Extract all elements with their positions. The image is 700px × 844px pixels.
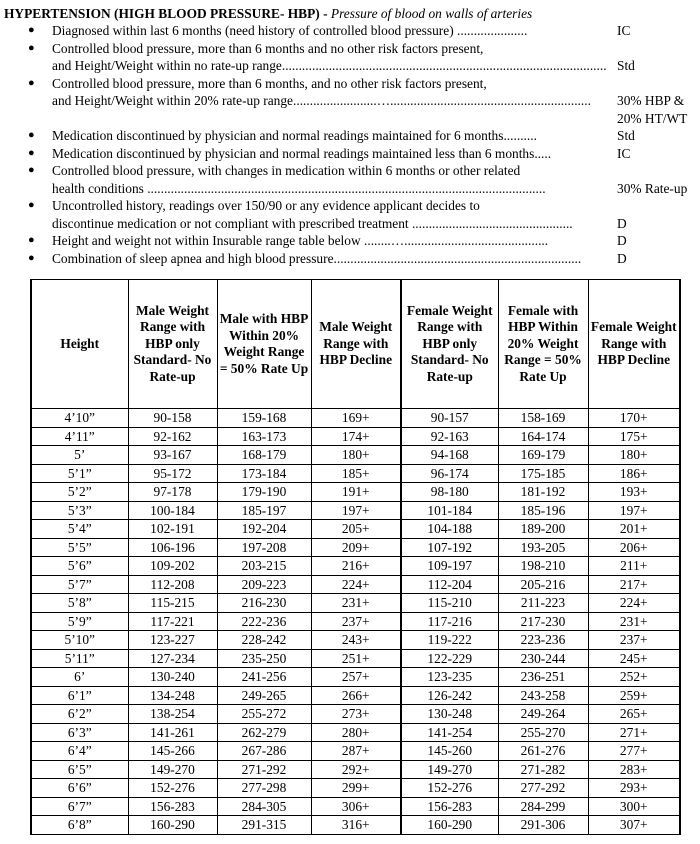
table-row [31, 409, 680, 428]
table-row [31, 538, 680, 557]
weight-range-cell: 216-230 [217, 594, 311, 613]
weight-range-cell: 284-299 [498, 797, 588, 816]
weight-range-cell: 222-236 [217, 612, 311, 631]
table-row [31, 816, 680, 835]
weight-range-cell: 291-306 [498, 816, 588, 835]
weight-range-cell: 209+ [311, 538, 401, 557]
table-row [31, 483, 680, 502]
weight-range-cell: 223-236 [498, 631, 588, 650]
column-header: Female Weight Range with HBP only Standard- No Rate-up [401, 280, 498, 409]
weight-range-cell: 280+ [311, 723, 401, 742]
height-cell: 5’7” [31, 575, 128, 594]
weight-range-cell: 197+ [311, 501, 401, 520]
weight-range-cell: 299+ [311, 779, 401, 798]
weight-range-cell: 164-174 [498, 427, 588, 446]
bullet-icon: ● [28, 251, 35, 264]
heading-title: HYPERTENSION (HIGH BLOOD PRESSURE- HBP) - [4, 6, 328, 21]
table-row [31, 631, 680, 650]
weight-range-cell: 217-230 [498, 612, 588, 631]
height-cell: 5’5” [31, 538, 128, 557]
weight-range-cell: 185+ [311, 464, 401, 483]
weight-range-cell: 96-174 [401, 464, 498, 483]
weight-range-cell: 106-196 [128, 538, 217, 557]
height-cell: 5’6” [31, 557, 128, 576]
weight-range-cell: 237+ [588, 631, 680, 650]
weight-range-cell: 180+ [588, 446, 680, 465]
rating-code: Std [617, 58, 635, 73]
criteria-text: health conditions ....................................................................................................................... [52, 180, 546, 196]
weight-range-cell: 237+ [311, 612, 401, 631]
weight-range-cell: 130-248 [401, 705, 498, 724]
weight-range-cell: 243+ [311, 631, 401, 650]
weight-range-cell: 123-227 [128, 631, 217, 650]
weight-range-cell: 156-283 [128, 797, 217, 816]
criteria-item [0, 145, 700, 163]
weight-range-cell: 160-290 [128, 816, 217, 835]
height-cell: 6’6” [31, 779, 128, 798]
weight-range-cell: 122-229 [401, 649, 498, 668]
weight-range-cell: 90-157 [401, 409, 498, 428]
weight-range-cell: 211-223 [498, 594, 588, 613]
weight-range-cell: 266+ [311, 686, 401, 705]
weight-range-cell: 109-202 [128, 557, 217, 576]
height-cell: 5’2” [31, 483, 128, 502]
rating-code: D [617, 250, 627, 266]
weight-range-cell: 130-240 [128, 668, 217, 687]
table-row [31, 520, 680, 539]
weight-range-cell: 152-276 [128, 779, 217, 798]
weight-range-cell: 273+ [311, 705, 401, 724]
height-cell: 6’8” [31, 816, 128, 835]
weight-range-cell: 201+ [588, 520, 680, 539]
weight-range-cell: 126-242 [401, 686, 498, 705]
table-header-row [31, 280, 680, 409]
criteria-text: and Height/Weight within no rate-up range................................................................................................. [52, 58, 607, 73]
weight-range-cell: 271-292 [217, 760, 311, 779]
weight-range-cell: 94-168 [401, 446, 498, 465]
rating-code: 30% HBP & 20% HT/WT [617, 93, 688, 126]
weight-range-cell: 206+ [588, 538, 680, 557]
table-row [31, 612, 680, 631]
weight-range-cell: 236-251 [498, 668, 588, 687]
criteria-item [0, 232, 700, 250]
weight-range-cell: 209-223 [217, 575, 311, 594]
weight-range-cell: 119-222 [401, 631, 498, 650]
criteria-item [0, 250, 700, 268]
weight-range-cell: 141-261 [128, 723, 217, 742]
weight-range-cell: 193+ [588, 483, 680, 502]
table-row [31, 668, 680, 687]
table-row [31, 446, 680, 465]
weight-range-cell: 115-210 [401, 594, 498, 613]
table-row [31, 649, 680, 668]
weight-range-cell: 235-250 [217, 649, 311, 668]
criteria-item [0, 127, 700, 145]
weight-range-cell: 189-200 [498, 520, 588, 539]
column-header: Male with HBP Within 20% Weight Range = 50% Rate Up [217, 280, 311, 409]
weight-range-cell: 193-205 [498, 538, 588, 557]
weight-range-cell: 277-292 [498, 779, 588, 798]
table-row [31, 427, 680, 446]
weight-range-cell: 249-265 [217, 686, 311, 705]
weight-range-cell: 203-215 [217, 557, 311, 576]
weight-range-cell: 228-242 [217, 631, 311, 650]
weight-range-cell: 316+ [311, 816, 401, 835]
weight-range-cell: 170+ [588, 409, 680, 428]
rating-code: 30% Rate-up [617, 180, 688, 196]
weight-range-cell: 141-254 [401, 723, 498, 742]
weight-range-cell: 243-258 [498, 686, 588, 705]
weight-range-cell: 231+ [311, 594, 401, 613]
bullet-icon: ● [28, 24, 35, 36]
weight-range-cell: 168-179 [217, 446, 311, 465]
criteria-text: Uncontrolled history, readings over 150/90 or any evidence applicant decides to [52, 198, 480, 213]
weight-range-cell: 241-256 [217, 668, 311, 687]
weight-range-cell: 251+ [311, 649, 401, 668]
criteria-text: Diagnosed within last 6 months (need history of controlled blood pressure) ..................... [52, 23, 528, 38]
weight-range-cell: 175-185 [498, 464, 588, 483]
weight-range-cell: 92-163 [401, 427, 498, 446]
weight-range-cell: 217+ [588, 575, 680, 594]
table-row [31, 501, 680, 520]
weight-range-cell: 306+ [311, 797, 401, 816]
weight-range-cell: 159-168 [217, 409, 311, 428]
weight-range-cell: 95-172 [128, 464, 217, 483]
weight-range-cell: 191+ [311, 483, 401, 502]
height-cell: 4’10” [31, 409, 128, 428]
table-body [31, 409, 680, 835]
weight-range-cell: 271+ [588, 723, 680, 742]
height-cell: 6’2” [31, 705, 128, 724]
bullet-icon: ● [28, 76, 35, 89]
bullet-icon: ● [28, 129, 35, 141]
bullet-icon: ● [28, 164, 35, 176]
weight-range-cell: 231+ [588, 612, 680, 631]
rating-code: D [617, 215, 627, 231]
weight-range-cell: 180+ [311, 446, 401, 465]
weight-range-cell: 145-260 [401, 742, 498, 761]
weight-range-cell: 138-254 [128, 705, 217, 724]
weight-range-cell: 283+ [588, 760, 680, 779]
weight-range-cell: 127-234 [128, 649, 217, 668]
weight-range-cell: 271-282 [498, 760, 588, 779]
weight-range-cell: 97-178 [128, 483, 217, 502]
criteria-text: Medication discontinued by physician and normal readings maintained less than 6 months..... [52, 145, 552, 161]
table-row [31, 464, 680, 483]
weight-range-cell: 107-192 [401, 538, 498, 557]
weight-range-cell: 277-298 [217, 779, 311, 798]
weight-range-cell: 102-191 [128, 520, 217, 539]
criteria-item [0, 22, 700, 40]
height-cell: 5’1” [31, 464, 128, 483]
weight-range-cell: 181-192 [498, 483, 588, 502]
height-cell: 5’8” [31, 594, 128, 613]
criteria-item [0, 40, 700, 75]
weight-range-cell: 255-272 [217, 705, 311, 724]
weight-range-cell: 192-204 [217, 520, 311, 539]
weight-range-cell: 255-270 [498, 723, 588, 742]
criteria-text: and Height/Weight within 20% rate-up range.........................…............................................................ [52, 93, 591, 108]
criteria-item [0, 197, 700, 232]
criteria-text: Controlled blood pressure, more than 6 months and no other risk factors present, [52, 40, 484, 56]
weight-range-cell: 173-184 [217, 464, 311, 483]
criteria-text: Controlled blood pressure, more than 6 months, and no other risk factors present, [52, 75, 487, 91]
weight-range-cell: 158-169 [498, 409, 588, 428]
criteria-text: Height and weight not within Insurable range table below ........…........................................... [52, 233, 549, 248]
weight-range-cell: 145-266 [128, 742, 217, 761]
weight-range-cell: 179-190 [217, 483, 311, 502]
weight-range-cell: 175+ [588, 427, 680, 446]
criteria-text: discontinue medication or not compliant with prescribed treatment ................................................ [52, 215, 573, 231]
weight-table-wrapper [30, 279, 681, 835]
weight-range-cell: 149-270 [128, 760, 217, 779]
table-row [31, 686, 680, 705]
weight-range-cell: 169+ [311, 409, 401, 428]
height-cell: 6’5” [31, 760, 128, 779]
weight-range-cell: 198-210 [498, 557, 588, 576]
weight-range-cell: 92-162 [128, 427, 217, 446]
weight-range-cell: 117-216 [401, 612, 498, 631]
table-row [31, 705, 680, 724]
weight-range-cell: 156-283 [401, 797, 498, 816]
weight-range-cell: 257+ [311, 668, 401, 687]
weight-range-cell: 307+ [588, 816, 680, 835]
weight-range-cell: 197-208 [217, 538, 311, 557]
weight-range-cell: 292+ [311, 760, 401, 779]
weight-range-cell: 174+ [311, 427, 401, 446]
height-cell: 5’11” [31, 649, 128, 668]
height-cell: 5’4” [31, 520, 128, 539]
weight-range-cell: 216+ [311, 557, 401, 576]
weight-range-cell: 101-184 [401, 501, 498, 520]
height-cell: 5’3” [31, 501, 128, 520]
height-cell: 6’4” [31, 742, 128, 761]
table-row [31, 779, 680, 798]
bullet-icon: ● [28, 199, 35, 211]
weight-range-cell: 134-248 [128, 686, 217, 705]
weight-range-cell: 261-276 [498, 742, 588, 761]
weight-range-cell: 109-197 [401, 557, 498, 576]
weight-range-cell: 104-188 [401, 520, 498, 539]
weight-range-cell: 123-235 [401, 668, 498, 687]
height-cell: 4’11” [31, 427, 128, 446]
table-row [31, 760, 680, 779]
section-heading [4, 5, 532, 23]
weight-range-cell: 152-276 [401, 779, 498, 798]
criteria-text: Controlled blood pressure, with changes in medication within 6 months or other related [52, 163, 521, 178]
weight-range-cell: 291-315 [217, 816, 311, 835]
weight-range-cell: 115-215 [128, 594, 217, 613]
weight-range-cell: 287+ [311, 742, 401, 761]
criteria-list [0, 22, 700, 267]
weight-range-cell: 205-216 [498, 575, 588, 594]
weight-range-cell: 186+ [588, 464, 680, 483]
weight-range-cell: 205+ [311, 520, 401, 539]
table-row [31, 575, 680, 594]
column-header: Height [31, 280, 128, 409]
rating-code: IC [617, 145, 631, 161]
column-header: Female Weight Range with HBP Decline [588, 280, 680, 409]
criteria-item [0, 75, 700, 128]
weight-range-cell: 93-167 [128, 446, 217, 465]
bullet-icon: ● [28, 146, 35, 159]
weight-range-cell: 300+ [588, 797, 680, 816]
height-cell: 6’ [31, 668, 128, 687]
height-cell: 6’7” [31, 797, 128, 816]
weight-range-cell: 112-204 [401, 575, 498, 594]
weight-range-cell: 293+ [588, 779, 680, 798]
column-header: Female with HBP Within 20% Weight Range = 50% Rate Up [498, 280, 588, 409]
weight-range-cell: 112-208 [128, 575, 217, 594]
weight-range-cell: 259+ [588, 686, 680, 705]
column-header: Male Weight Range with HBP Decline [311, 280, 401, 409]
table-row [31, 797, 680, 816]
height-cell: 5’10” [31, 631, 128, 650]
weight-range-cell: 90-158 [128, 409, 217, 428]
weight-range-cell: 160-290 [401, 816, 498, 835]
weight-range-cell: 249-264 [498, 705, 588, 724]
table-row [31, 723, 680, 742]
height-cell: 5’ [31, 446, 128, 465]
weight-range-cell: 265+ [588, 705, 680, 724]
bullet-icon: ● [28, 234, 35, 246]
column-header: Male Weight Range with HBP only Standard- No Rate-up [128, 280, 217, 409]
table-row [31, 594, 680, 613]
height-cell: 6’1” [31, 686, 128, 705]
heading-subtitle: Pressure of blood on walls of arteries [330, 6, 533, 21]
weight-range-cell: 98-180 [401, 483, 498, 502]
weight-range-cell: 117-221 [128, 612, 217, 631]
table-row [31, 557, 680, 576]
weight-range-cell: 211+ [588, 557, 680, 576]
criteria-item [0, 162, 700, 197]
weight-range-cell: 230-244 [498, 649, 588, 668]
weight-range-cell: 185-197 [217, 501, 311, 520]
weight-range-cell: 224+ [311, 575, 401, 594]
rating-code: D [617, 233, 627, 248]
weight-range-cell: 197+ [588, 501, 680, 520]
rating-code: IC [617, 23, 631, 38]
criteria-text: Medication discontinued by physician and normal readings maintained for 6 months.......... [52, 128, 537, 143]
weight-range-cell: 245+ [588, 649, 680, 668]
weight-range-cell: 284-305 [217, 797, 311, 816]
table-row [31, 742, 680, 761]
rating-code: Std [617, 128, 635, 143]
weight-range-cell: 100-184 [128, 501, 217, 520]
weight-range-cell: 169-179 [498, 446, 588, 465]
weight-range-cell: 185-196 [498, 501, 588, 520]
weight-range-cell: 267-286 [217, 742, 311, 761]
weight-range-cell: 224+ [588, 594, 680, 613]
height-weight-table [30, 279, 681, 835]
weight-range-cell: 252+ [588, 668, 680, 687]
weight-range-cell: 149-270 [401, 760, 498, 779]
weight-range-cell: 262-279 [217, 723, 311, 742]
criteria-text: Combination of sleep apnea and high blood pressure.......................................................................... [52, 250, 582, 266]
height-cell: 5’9” [31, 612, 128, 631]
weight-range-cell: 277+ [588, 742, 680, 761]
weight-range-cell: 163-173 [217, 427, 311, 446]
height-cell: 6’3” [31, 723, 128, 742]
bullet-icon: ● [28, 41, 35, 54]
